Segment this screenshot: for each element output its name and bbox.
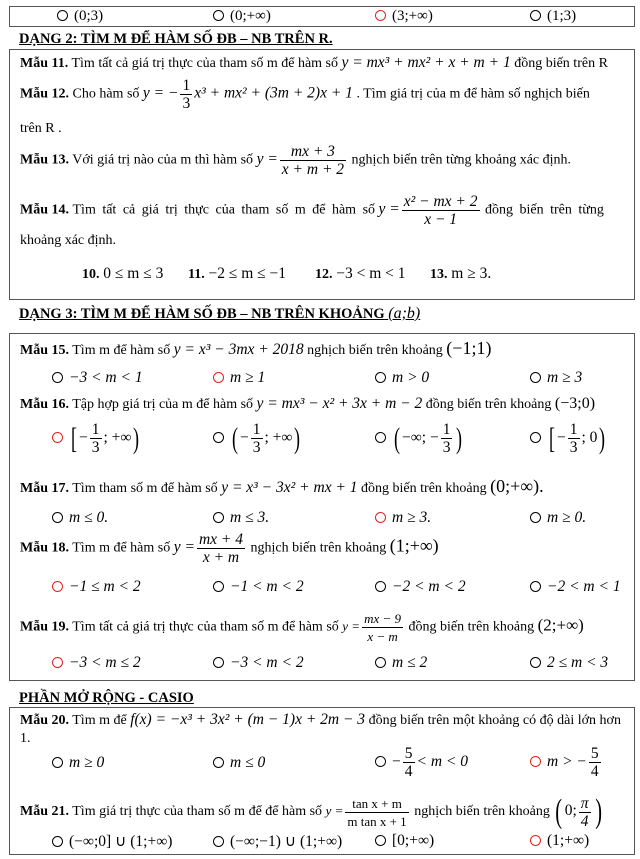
option-text: (1;+∞) (547, 832, 590, 849)
problem-15 (20, 338, 491, 359)
radio-circle-icon (213, 657, 224, 668)
answer-number: 11. (188, 267, 205, 282)
option-text: − (557, 428, 566, 446)
option-text: m ≤ 0. (69, 509, 109, 526)
problem-text: Tìm m để (72, 713, 127, 728)
option[interactable] (213, 8, 271, 25)
radio-circle-icon (530, 835, 541, 846)
problem-21 (20, 793, 604, 831)
option-text: −1 < m < 2 (230, 578, 304, 595)
denominator: m tan x + 1 (347, 813, 407, 829)
option-correct[interactable] (52, 578, 141, 596)
formula: y = mx³ − x² + 3x + m − 2 (256, 395, 423, 412)
problem-17 (20, 476, 544, 497)
formula: y = x³ − 3x² + mx + 1 (221, 479, 358, 496)
problem-label: Mẫu 11. (20, 56, 69, 71)
option[interactable] (52, 754, 104, 772)
section-heading-dang2: DẠNG 2: TÌM M ĐỂ HÀM SỐ ĐB – NB TRÊN R. (19, 31, 333, 47)
radio-circle-icon (52, 836, 63, 847)
problem-20-line2: 1. (20, 731, 31, 746)
radio-circle-icon (375, 512, 386, 523)
fraction (345, 795, 408, 830)
problem-19 (20, 610, 584, 645)
option[interactable] (52, 509, 108, 527)
numerator: 1 (569, 421, 578, 438)
option-text: m ≤ 3. (230, 509, 270, 526)
formula: y = (173, 538, 195, 556)
option-text: [0;+∞) (392, 832, 435, 849)
denominator: x + m (202, 549, 240, 566)
option[interactable] (52, 369, 143, 387)
bracket: ) (599, 421, 606, 455)
problem-11 (20, 54, 608, 72)
heading-interval: (a;b) (388, 305, 421, 322)
denominator: x − 1 (424, 211, 458, 228)
section-heading-dang3 (19, 305, 420, 323)
bracket: ) (594, 793, 602, 830)
radio-circle-icon (530, 756, 541, 767)
option[interactable] (375, 369, 429, 387)
radio-circle-icon (213, 372, 224, 383)
section-heading-casio: PHẦN MỞ RỘNG - CASIO (19, 690, 194, 706)
option[interactable] (375, 654, 427, 672)
bracket: ( (394, 421, 400, 455)
formula: y = (378, 200, 400, 218)
problem-12-line2: trên R . (20, 121, 62, 136)
option-text: (−∞;0] ∪ (1;+∞) (69, 833, 173, 850)
problem-12 (20, 77, 590, 112)
problem-text: nghịch biến trên khoảng (307, 343, 443, 358)
option-text: (0;3) (74, 8, 104, 24)
answer-text: 0 ≤ m ≤ 3 (103, 265, 164, 282)
interval: 0; (564, 802, 577, 820)
bracket: ) (294, 421, 301, 455)
option[interactable] (213, 754, 265, 772)
answer-text: m ≥ 3. (451, 265, 492, 282)
fraction (441, 421, 453, 456)
option-text: (−∞;−1) ∪ (1;+∞) (230, 833, 343, 850)
option-correct[interactable] (375, 509, 431, 527)
denominator: 3 (569, 439, 578, 456)
formula: f(x) = −x³ + 3x² + (m − 1)x + 2m − 3 (130, 711, 366, 728)
fraction (362, 610, 403, 645)
radio-circle-icon (530, 657, 541, 668)
option[interactable] (530, 654, 608, 672)
denominator: 3 (91, 439, 100, 456)
numerator: mx + 3 (280, 143, 346, 161)
problem-16 (20, 395, 595, 413)
problem-label: Mẫu 12. (20, 86, 69, 102)
radio-circle-icon (375, 657, 386, 668)
answer-13 (430, 265, 491, 283)
radio-circle-icon (213, 757, 224, 768)
radio-circle-icon (213, 836, 224, 847)
problem-label: Mẫu 18. (20, 540, 69, 556)
fraction (90, 421, 102, 456)
problem-label: Mẫu 15. (20, 343, 69, 358)
option-text: −3 < m < 2 (230, 654, 304, 671)
radio-circle-icon (52, 372, 63, 383)
numerator: 5 (404, 745, 413, 762)
answer-10 (82, 265, 163, 283)
radio-circle-icon (52, 757, 63, 768)
problem-text: Tìm tất cả giá trị thực của tham số m để hàm số (71, 56, 338, 71)
radio-circle-icon (52, 657, 63, 668)
problem-label: Mẫu 13. (20, 152, 69, 168)
radio-circle-icon (213, 10, 224, 21)
problem-text: Cho hàm số (72, 86, 140, 102)
formula: x³ + mx² + (3m + 2)x + 1 (194, 84, 353, 102)
option-text: m ≤ 0 (230, 754, 266, 771)
radio-circle-icon (375, 835, 386, 846)
formula: y = (256, 150, 278, 168)
option[interactable] (530, 8, 576, 25)
formula: y = (342, 618, 361, 634)
formula: y = − (142, 84, 179, 102)
option-text: − (240, 428, 249, 446)
radio-circle-icon (375, 581, 386, 592)
problem-label: Mẫu 17. (20, 481, 69, 496)
option-text: < m < 0 (416, 752, 468, 770)
denominator: 3 (252, 439, 261, 456)
interval: (0;+∞). (490, 476, 544, 496)
numerator: x² − mx + 2 (403, 193, 478, 210)
option-text: m > 0 (392, 369, 430, 386)
fraction (589, 745, 601, 780)
problem-label: Mẫu 14. (20, 202, 69, 218)
numerator: 5 (590, 745, 599, 762)
answer-text: −3 < m < 1 (336, 265, 406, 282)
formula: y = x³ − 3mx + 2018 (173, 341, 304, 358)
answer-number: 12. (315, 267, 333, 282)
option-text: ; +∞ (103, 428, 132, 446)
bracket: ( (232, 421, 238, 455)
option[interactable] (52, 832, 172, 851)
formula: y = mx³ + mx² + x + m + 1 (341, 54, 511, 71)
option[interactable] (530, 421, 607, 456)
option-text: (0;+∞) (230, 8, 271, 24)
answer-number: 13. (430, 267, 448, 282)
radio-circle-icon (375, 10, 386, 21)
option[interactable] (213, 578, 304, 596)
numerator: mx + 4 (198, 531, 244, 548)
option[interactable] (213, 421, 302, 456)
bracket: ) (456, 421, 463, 455)
fraction (579, 795, 591, 830)
problem-text: Tìm tất cả giá trị thực của tham số m để hàm số (72, 202, 376, 218)
denominator: 4 (580, 812, 589, 830)
option-text: −1 ≤ m < 2 (69, 578, 141, 595)
option-correct[interactable] (52, 421, 141, 456)
problem-text: Tìm tham số m để hàm số (72, 481, 218, 496)
radio-circle-icon (530, 10, 541, 21)
option[interactable] (530, 509, 586, 527)
problem-text: . Tìm giá trị của m để hàm số nghịch biến (356, 86, 590, 102)
option-correct[interactable] (213, 369, 265, 387)
option-correct[interactable] (530, 832, 589, 850)
problem-label: Mẫu 19. (20, 619, 69, 635)
bracket: [ (71, 421, 77, 455)
fraction (402, 193, 480, 228)
problem-14-line2: khoảng xác định. (20, 233, 117, 248)
problem-18 (20, 531, 439, 566)
radio-circle-icon (375, 756, 386, 767)
interval: (1;+∞) (389, 535, 439, 556)
option-text: m ≥ 0. (547, 509, 587, 526)
numerator: mx − 9 (364, 611, 401, 626)
numerator: π (580, 794, 589, 812)
fraction (568, 421, 580, 456)
option-text: (3;+∞) (392, 8, 433, 24)
radio-circle-icon (213, 512, 224, 523)
denominator: x − m (367, 629, 398, 644)
problem-20 (20, 711, 621, 729)
problem-text: đồng biến trên khoảng (425, 397, 552, 412)
option-text: m > − (547, 752, 587, 770)
option-text: m ≥ 0 (69, 754, 105, 771)
option[interactable] (375, 578, 466, 596)
radio-circle-icon (52, 432, 63, 443)
radio-circle-icon (52, 512, 63, 523)
option-correct[interactable] (375, 8, 433, 25)
problem-text: đồng biến trên khoảng (361, 481, 487, 496)
radio-circle-icon (57, 10, 68, 21)
option-text: m ≥ 3. (392, 509, 432, 526)
radio-circle-icon (213, 581, 224, 592)
option-text: m ≤ 2 (392, 654, 428, 671)
radio-circle-icon (530, 512, 541, 523)
interval: (−1;1) (446, 338, 492, 358)
option-text: −2 < m < 2 (392, 578, 466, 595)
option-correct[interactable] (52, 654, 141, 672)
option-text: −2 < m < 1 (547, 578, 621, 595)
option-text: m ≥ 3 (547, 369, 583, 386)
numerator: 1 (442, 421, 451, 438)
answer-12 (315, 265, 406, 283)
problem-text: đồng biến trên từng (485, 202, 604, 218)
denominator: 4 (590, 763, 599, 780)
bracket: ) (133, 421, 140, 455)
option-text: m ≥ 1 (230, 369, 266, 386)
option[interactable] (57, 8, 103, 25)
fraction (403, 745, 415, 780)
radio-circle-icon (530, 372, 541, 383)
denominator: x + m + 2 (281, 161, 345, 178)
problem-text: đồng biến trên R (514, 56, 608, 71)
dang3-box (9, 333, 635, 681)
fraction (251, 421, 263, 456)
problem-13 (20, 143, 571, 178)
problem-text: Tìm m để hàm số (72, 343, 171, 358)
casio-box (9, 707, 635, 855)
bracket: ( (555, 793, 563, 830)
problem-text: Tìm m để hàm số (72, 540, 171, 556)
option[interactable] (375, 832, 434, 850)
answer-text: −2 ≤ m ≤ −1 (208, 265, 287, 282)
dang2-box (9, 49, 635, 300)
radio-circle-icon (375, 372, 386, 383)
option[interactable] (375, 745, 468, 780)
option[interactable] (530, 578, 621, 596)
problem-text: đồng biến trên một khoảng có độ dài lớn hơn (368, 713, 621, 728)
option-text: 2 ≤ m < 3 (547, 654, 609, 671)
problem-label: Mẫu 16. (20, 397, 69, 412)
problem-text: nghịch biến trên khoảng (250, 540, 387, 556)
problem-text: Tập hợp giá trị của m để hàm số (72, 397, 254, 412)
problem-text: Tìm giá trị thực của tham số m để để hàm số (72, 804, 323, 820)
radio-circle-icon (213, 432, 224, 443)
option[interactable] (213, 654, 304, 672)
denominator: 3 (442, 439, 451, 456)
problem-text: nghịch biến trên từng khoảng xác định. (351, 152, 572, 168)
problem-text: nghịch biến trên khoảng (414, 804, 550, 820)
numerator: 1 (252, 421, 261, 438)
option-text: ; +∞ (264, 428, 293, 446)
option-text: −3 < m ≤ 2 (69, 654, 141, 671)
answer-11 (188, 265, 286, 283)
option-text: −3 < m < 1 (69, 369, 143, 386)
fraction (280, 143, 346, 178)
fraction (197, 531, 245, 566)
problem-text: Với giá trị nào của m thì hàm số (72, 152, 254, 168)
numerator: tan x + m (345, 795, 408, 813)
radio-circle-icon (530, 581, 541, 592)
radio-circle-icon (375, 432, 386, 443)
problem-label: Mẫu 20. (20, 713, 69, 728)
answer-number: 10. (82, 267, 100, 282)
problem-label: Mẫu 21. (20, 804, 69, 820)
interval: (2;+∞) (537, 615, 584, 635)
fraction (180, 77, 192, 112)
option-text: − (392, 752, 401, 770)
bracket: [ (549, 421, 555, 455)
option-text: − (79, 428, 88, 446)
option-text: −∞; − (402, 428, 439, 446)
option[interactable] (213, 832, 342, 851)
option-correct[interactable] (530, 745, 603, 780)
option-text: (1;3) (547, 8, 577, 24)
denominator: 3 (182, 95, 191, 112)
formula: y = (325, 803, 344, 819)
option[interactable] (213, 509, 269, 527)
problem-text: đồng biến trên khoảng (408, 619, 535, 635)
problem-text: Tìm tất cả giá trị thực của tham số m để hàm số (72, 619, 339, 635)
numerator: 1 (182, 77, 191, 94)
option[interactable] (375, 421, 464, 456)
interval: (−3;0) (554, 395, 596, 412)
option-text: ; 0 (581, 428, 598, 446)
denominator: 4 (404, 763, 413, 780)
radio-circle-icon (530, 432, 541, 443)
heading-text: DẠNG 3: TÌM M ĐỂ HÀM SỐ ĐB – NB TRÊN KHOẢNG (19, 306, 385, 322)
radio-circle-icon (52, 581, 63, 592)
problem-14 (20, 193, 604, 228)
option[interactable] (530, 369, 582, 387)
numerator: 1 (91, 421, 100, 438)
top-options-box (9, 6, 635, 27)
